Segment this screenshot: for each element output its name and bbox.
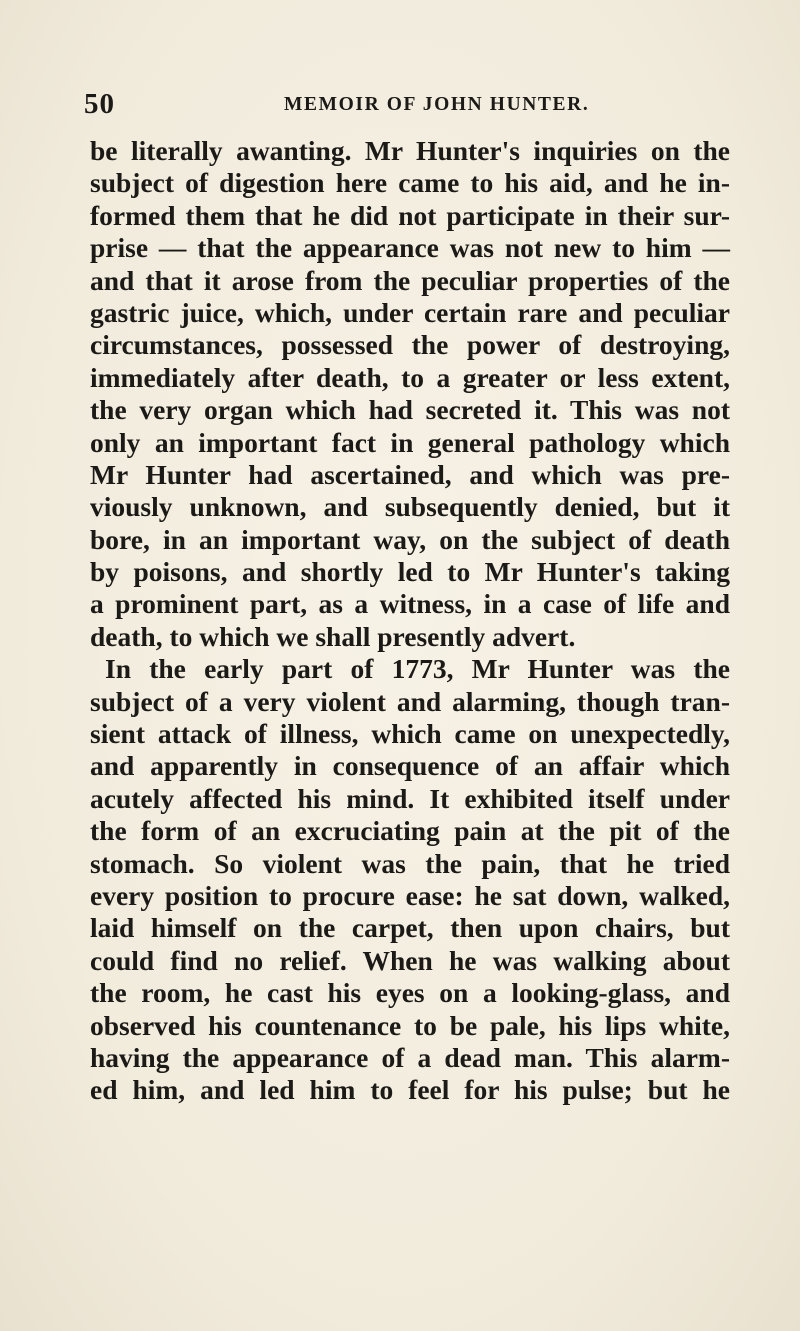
running-title: MEMOIR OF JOHN HUNTER. <box>284 94 590 115</box>
text-line: bore, in an important way, on the subject of death <box>90 523 730 555</box>
text-line: having the appearance of a dead man. This alarm- <box>90 1041 730 1073</box>
text-line: the form of an excruciating pain at the pit of the <box>90 815 730 847</box>
text-line: prise — that the appearance was not new to him — <box>90 232 730 264</box>
text-line: every position to procure ease: he sat down, walked, <box>90 879 730 911</box>
text-line: could find no relief. When he was walking about <box>90 944 730 976</box>
text-line: the room, he cast his eyes on a looking-glass, and <box>90 977 730 1009</box>
body-text <box>90 135 730 1107</box>
text-line: only an important fact in general pathology which <box>90 426 730 458</box>
text-line: gastric juice, which, under certain rare and peculiar <box>90 296 730 328</box>
text-line: subject of a very violent and alarming, though tran- <box>90 685 730 717</box>
running-head <box>0 88 800 118</box>
text-line: acutely affected his mind. It exhibited itself under <box>90 782 730 814</box>
text-line: laid himself on the carpet, then upon chairs, but <box>90 912 730 944</box>
text-line: death, to which we shall presently advert. <box>90 620 576 652</box>
text-line: sient attack of illness, which came on unexpectedly, <box>90 718 730 750</box>
text-line: formed them that he did not participate in their sur- <box>90 199 730 231</box>
text-line: observed his countenance to be pale, his lips white, <box>90 1009 730 1041</box>
text-line: the very organ which had secreted it. This was not <box>90 394 730 426</box>
text-line: immediately after death, to a greater or less extent, <box>90 361 730 393</box>
text-line: a prominent part, as a witness, in a case of life and <box>90 588 730 620</box>
text-line: and that it arose from the peculiar properties of the <box>90 264 730 296</box>
text-line: by poisons, and shortly led to Mr Hunter's taking <box>90 556 730 588</box>
text-line: and apparently in consequence of an affair which <box>90 750 730 782</box>
text-line: ed him, and led him to feel for his pulse; but he <box>90 1074 730 1106</box>
text-line: circumstances, possessed the power of destroying, <box>90 329 730 361</box>
text-line: viously unknown, and subsequently denied, but it <box>90 491 730 523</box>
text-line: Mr Hunter had ascertained, and which was pre- <box>90 458 730 490</box>
text-line: subject of digestion here came to his aid, and he in- <box>90 167 730 199</box>
text-line: In the early part of 1773, Mr Hunter was the <box>105 653 730 685</box>
page-number: 50 <box>84 88 115 120</box>
text-line: stomach. So violent was the pain, that he tried <box>90 847 730 879</box>
text-line: be literally awanting. Mr Hunter's inquiries on the <box>90 135 730 166</box>
